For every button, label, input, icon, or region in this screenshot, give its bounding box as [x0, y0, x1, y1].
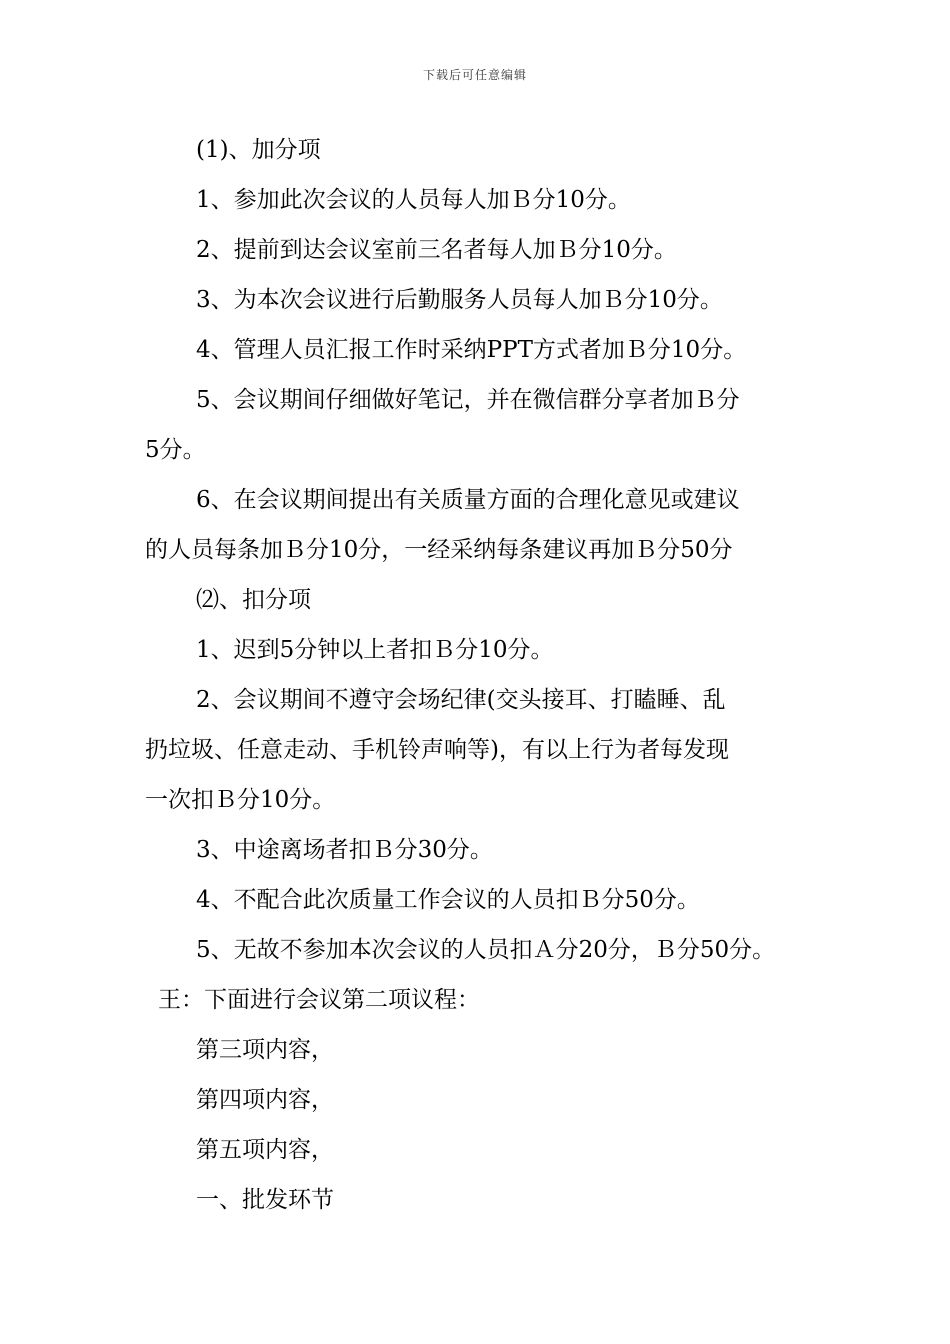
bonus-item-5: 5、会议期间仔细做好笔记，并在微信群分享者加Ｂ分 — [196, 387, 740, 413]
bonus-item-5-cont: 5分。 — [145, 437, 206, 463]
section-heading-bonus: (1)、加分项 — [196, 137, 321, 163]
bonus-item-6: 6、在会议期间提出有关质量方面的合理化意见或建议 — [196, 487, 740, 513]
deduction-item-2-cont-2: 一次扣Ｂ分10分。 — [145, 787, 336, 813]
bonus-item-6-cont: 的人员每条加Ｂ分10分，一经采纳每条建议再加Ｂ分50分 — [145, 537, 733, 563]
deduction-item-2-cont-1: 扔垃圾、任意走动、手机铃声响等)，有以上行为者每发现 — [145, 737, 729, 763]
page-header: 下载后可任意编辑 — [422, 68, 527, 82]
bonus-item-1: 1、参加此次会议的人员每人加Ｂ分10分。 — [196, 187, 631, 213]
bonus-item-3: 3、为本次会议进行后勤服务人员每人加Ｂ分10分。 — [196, 287, 723, 313]
agenda-item-3: 第三项内容， — [196, 1037, 334, 1063]
deduction-item-3: 3、中途离场者扣Ｂ分30分。 — [196, 837, 493, 863]
section-heading-wholesale: 一、批发环节 — [196, 1187, 334, 1213]
bonus-item-4: 4、管理人员汇报工作时采纳PPT方式者加Ｂ分10分。 — [196, 337, 747, 363]
deduction-item-4: 4、不配合此次质量工作会议的人员扣Ｂ分50分。 — [196, 887, 700, 913]
deduction-item-5: 5、无故不参加本次会议的人员扣Ａ分20分，Ｂ分50分。 — [196, 937, 776, 963]
agenda-item-5: 第五项内容， — [196, 1137, 334, 1163]
deduction-item-2: 2、会议期间不遵守会场纪律(交头接耳、打瞌睡、乱 — [196, 687, 726, 713]
bonus-item-2: 2、提前到达会议室前三名者每人加Ｂ分10分。 — [196, 237, 677, 263]
section-heading-deduction: ⑵、扣分项 — [196, 587, 311, 613]
deduction-item-1: 1、迟到5分钟以上者扣Ｂ分10分。 — [196, 637, 554, 663]
speaker-line: 王：下面进行会议第二项议程： — [158, 987, 480, 1013]
agenda-item-4: 第四项内容， — [196, 1087, 334, 1113]
